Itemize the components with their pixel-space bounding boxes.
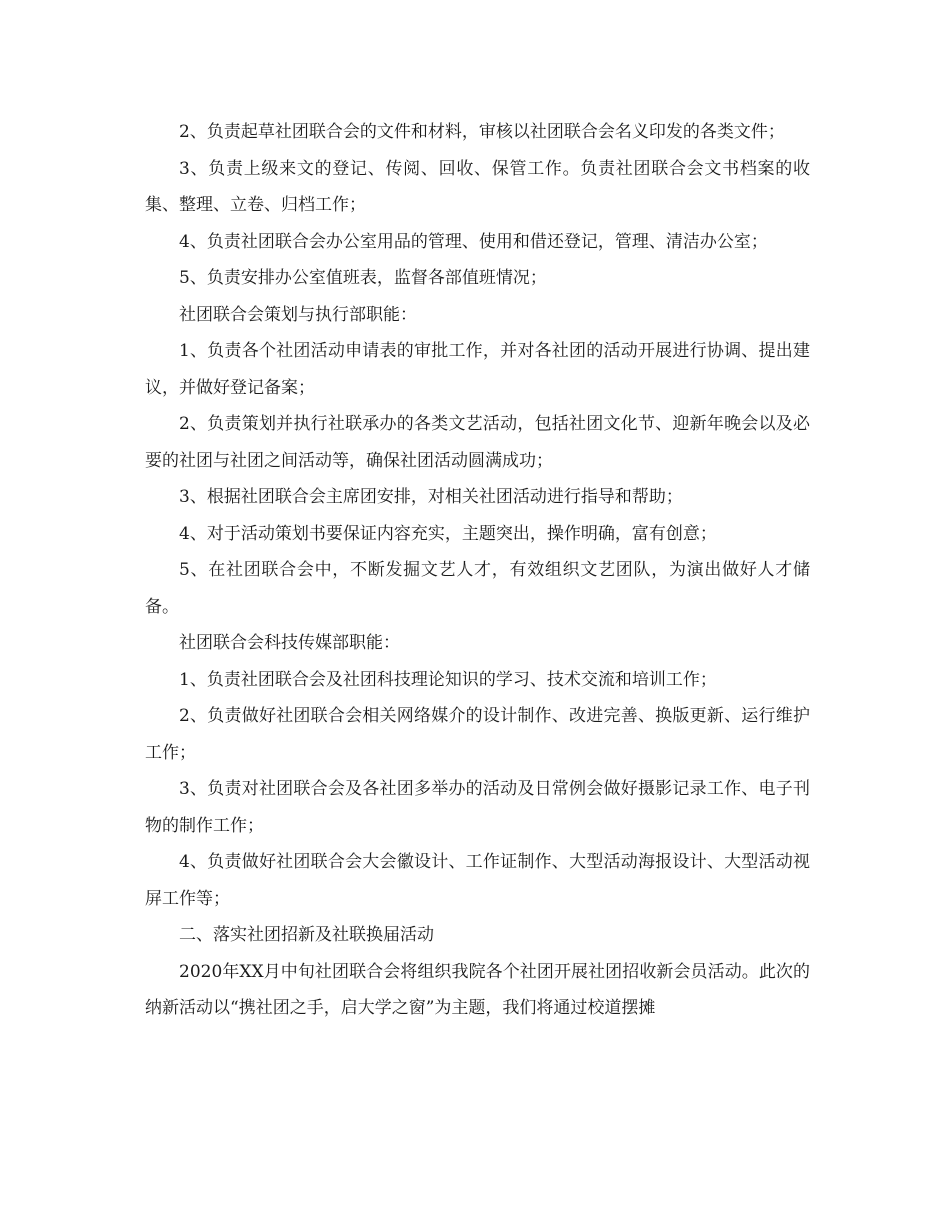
paragraph-planning-duty-5: 5、在社团联合会中，不断发掘文艺人才，有效组织文艺团队，为演出做好人才储备。 <box>145 560 810 617</box>
paragraph-planning-duty-1: 1、负责各个社团活动申请表的审批工作，并对各社团的活动开展进行协调、提出建议，并做好登记备案； <box>145 341 810 398</box>
paragraph-office-duty-4: 4、负责社团联合会办公室用品的管理、使用和借还登记，管理、清洁办公室； <box>179 231 768 252</box>
section-heading-tech-media-dept: 社团联合会科技传媒部职能： <box>179 633 400 653</box>
paragraph-planning-duty-2: 2、负责策划并执行社联承办的各类文艺活动，包括社团文化节、迎新年晚会以及必要的社团与社团之间活动等，确保社团活动圆满成功； <box>145 414 810 471</box>
paragraph-tech-duty-1: 1、负责社团联合会及社团科技理论知识的学习、技术交流和培训工作； <box>179 669 717 690</box>
paragraph-tech-duty-3: 3、负责对社团联合会及各社团多举办的活动及日常例会做好摄影记录工作、电子刊物的制作工作； <box>145 779 810 836</box>
section-heading-recruitment: 二、落实社团招新及社联换届活动 <box>179 925 434 945</box>
paragraph-tech-duty-2: 2、负责做好社团联合会相关网络媒介的设计制作、改进完善、换版更新、运行维护工作； <box>145 706 810 763</box>
paragraph-office-duty-3: 3、负责上级来文的登记、传阅、回收、保管工作。负责社团联合会文书档案的收集、整理、立卷、归档工作； <box>145 158 810 215</box>
paragraph-recruitment-plan: 2020年XX月中旬社团联合会将组织我院各个社团开展社团招收新会员活动。此次的纳新活动以“携社团之手，启大学之窗”为主题，我们将通过校道摆摊 <box>145 961 810 1018</box>
paragraph-office-duty-5: 5、负责安排办公室值班表，监督各部值班情况； <box>179 268 547 288</box>
section-heading-planning-dept: 社团联合会策划与执行部职能： <box>179 304 417 325</box>
paragraph-tech-duty-4: 4、负责做好社团联合会大会徽设计、工作证制作、大型活动海报设计、大型活动视屏工作等； <box>145 852 810 909</box>
paragraph-planning-duty-3: 3、根据社团联合会主席团安排，对相关社团活动进行指导和帮助； <box>179 487 683 507</box>
paragraph-office-duty-2: 2、负责起草社团联合会的文件和材料，审核以社团联合会名义印发的各类文件； <box>179 122 785 142</box>
document-body <box>145 114 810 1027</box>
paragraph-planning-duty-4: 4、对于活动策划书要保证内容充实，主题突出，操作明确，富有创意； <box>179 523 717 544</box>
